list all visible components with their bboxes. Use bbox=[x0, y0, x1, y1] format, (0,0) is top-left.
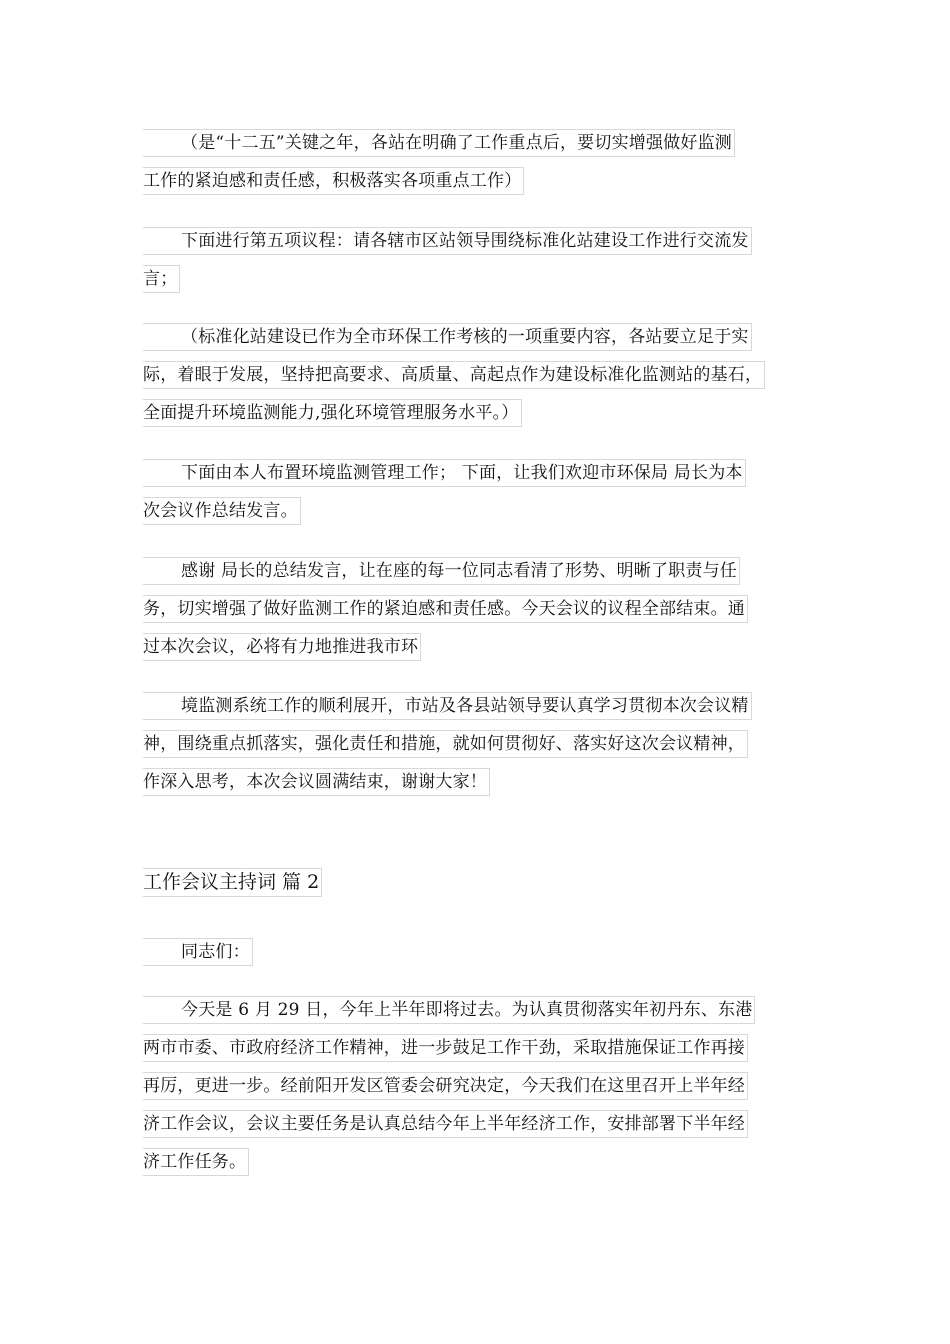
text-line: 今天是 6 月 29 日，今年上半年即将过去。为认真贯彻落实年初丹东、东港 bbox=[143, 995, 813, 1033]
text-line: 神，围绕重点抓落实，强化责任和措施，就如何贯彻好、落实好这次会议精神， bbox=[143, 729, 813, 767]
para-5 bbox=[143, 556, 813, 670]
text-line: 感谢 局长的总结发言，让在座的每一位同志看清了形势、明晰了职责与任 bbox=[143, 556, 813, 594]
section-heading: 工作会议主持词 篇 2 bbox=[143, 868, 322, 897]
para-2 bbox=[143, 226, 813, 302]
text-line: 下面进行第五项议程：请各辖市区站领导围绕标准化站建设工作进行交流发 bbox=[143, 226, 813, 264]
para-4 bbox=[143, 458, 813, 534]
text-line: 再厉，更进一步。经前阳开发区管委会研究决定，今天我们在这里召开上半年经 bbox=[143, 1071, 813, 1109]
para-7 bbox=[143, 937, 813, 975]
text-line: 下面由本人布置环境监测管理工作； 下面，让我们欢迎市环保局 局长为本 bbox=[143, 458, 813, 496]
para-8 bbox=[143, 995, 813, 1185]
text-line: 济工作会议，会议主要任务是认真总结今年上半年经济工作，安排部署下半年经 bbox=[143, 1109, 813, 1147]
text-line: （是“十二五”关键之年，各站在明确了工作重点后，要切实增强做好监测 bbox=[143, 128, 813, 166]
text-line: 务，切实增强了做好监测工作的紧迫感和责任感。今天会议的议程全部结束。通 bbox=[143, 594, 813, 632]
text-line: 同志们： bbox=[143, 937, 813, 975]
text-line: 言； bbox=[143, 264, 813, 302]
text-line: 两市市委、市政府经济工作精神，进一步鼓足工作干劲，采取措施保证工作再接 bbox=[143, 1033, 813, 1071]
text-line: 境监测系统工作的顺利展开，市站及各县站领导要认真学习贯彻本次会议精 bbox=[143, 691, 813, 729]
text-line: 全面提升环境监测能力,强化环境管理服务水平。） bbox=[143, 398, 813, 436]
text-line: 次会议作总结发言。 bbox=[143, 496, 813, 534]
para-6 bbox=[143, 691, 813, 805]
para-1 bbox=[143, 128, 813, 204]
text-line: 过本次会议，必将有力地推进我市环 bbox=[143, 632, 813, 670]
text-line: 济工作任务。 bbox=[143, 1147, 813, 1185]
text-line: 际，着眼于发展，坚持把高要求、高质量、高起点作为建设标准化监测站的基石， bbox=[143, 360, 813, 398]
text-line: 作深入思考，本次会议圆满结束，谢谢大家！ bbox=[143, 767, 813, 805]
text-line: （标准化站建设已作为全市环保工作考核的一项重要内容，各站要立足于实 bbox=[143, 322, 813, 360]
para-3 bbox=[143, 322, 813, 436]
text-line: 工作的紧迫感和责任感，积极落实各项重点工作） bbox=[143, 166, 813, 204]
